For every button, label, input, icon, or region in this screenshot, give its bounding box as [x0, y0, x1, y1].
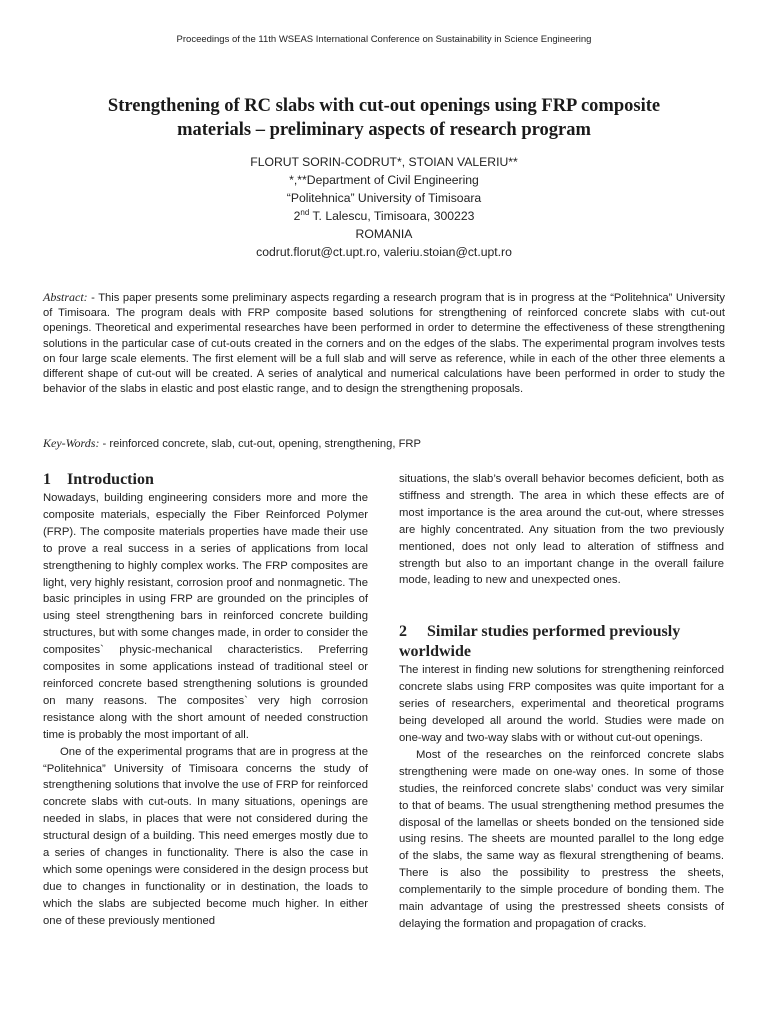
- section-2-paragraph-2: Most of the researches on the reinforced concrete slabs strengthening were made on one-way ones. In some of those studies, the reinforced concrete slabs’ conduct was very similar to that of beams. The usual strengthening method presumes the disposal of the lamellas or sheets bonded on the tensioned side using resins. The sheets are mounted parallel to the long edge of the slabs, the same way as flexural strengthening of beams. There is also the possibility to prestress the sheets, complementarily to the simple procedure of bonding them. The main advantage of using the prestressed sheets consists of delaying the formation and propagation of cracks.: [399, 748, 724, 930]
- author-emails: codrut.florut@ct.upt.ro, valeriu.stoian@ct.upt.ro: [256, 245, 512, 259]
- keywords-text: - reinforced concrete, slab, cut-out, opening, strengthening, FRP: [99, 438, 421, 450]
- paper-title: [40, 94, 728, 142]
- author-names: FLORUT SORIN-CODRUT*, STOIAN VALERIU**: [250, 155, 518, 169]
- section-1-paragraph-2-continued: situations, the slab’s overall behavior becomes deficient, both as stiffness and strength. The area in which these effects are of most importance is the area around the cut-out, where stresses are highly concentrated. Any situation from the two previously mentioned, does not only lead to alteration of stiffness and strength but also to an important change in the overall failure mode, leading to new and unexpected ones.: [399, 473, 724, 587]
- section-2-heading: [399, 622, 724, 662]
- abstract: [43, 290, 725, 397]
- section-1-paragraph-1: Nowadays, building engineering considers more and more the composite materials, especially the Fiber Reinforced Polymer (FRP). The composite materials properties have made their use to prove a real success in a series of applications from local strengthening to highly complex works. The FRP composites are light, very highly resistant, corrosion proof and nonmagnetic. The basic principles in using FRP are grounded on the principles of using steel strengthening bars in reinforced concrete building structures, but with some changes made, in order to consider the composites` physic-mechanical characteristics. Preferring composites in some applications instead of traditional steel or reinforced concrete based strengthening solutions is grounded on many reasons. The composites` very high corrosion resistance along with the short amount of needed construction time is probably the most important of all.: [43, 492, 368, 741]
- section-1-number: 1: [43, 471, 51, 488]
- running-header: Proceedings of the 11th WSEAS International Conference on Sustainability in Science Engineering: [176, 34, 592, 45]
- section-1-title: Introduction: [67, 471, 154, 488]
- right-column: [399, 471, 724, 933]
- affiliation-university: “Politehnica” University of Timisoara: [286, 191, 482, 205]
- author-block: [40, 153, 728, 261]
- address-superscript: nd: [300, 208, 310, 217]
- section-1-paragraph-2: One of the experimental programs that are in progress at the “Politehnica” University of Timisoara concerns the study of strengthening solutions that involve the use of FRP for reinforced concrete slabs with cut-outs. In many situations, openings are needed in slabs, in places that were not considered during the structural design of a building. This need emerges mostly due to a series of changes in functionality. There is also the case in which some openings were considered in the design process but due to changes in functionality or in destination, the loads to which the slabs are subjected become much higher. In either one of these previously mentioned: [43, 745, 368, 927]
- abstract-label: Abstract:: [43, 290, 88, 304]
- left-column: [43, 470, 368, 930]
- address-number: 2: [293, 209, 301, 223]
- section-2-title: Similar studies performed previously worldwide: [399, 623, 681, 661]
- section-2-number: 2: [399, 623, 407, 641]
- section-2-paragraph-1: The interest in finding new solutions for strengthening reinforced concrete slabs using FRP composites was quite important for a series of researchers, experimental and theoretical programs being developed all around the world. Studies were made on one-way and two-way slabs with or without cut-out openings.: [399, 664, 724, 744]
- title-line-1: Strengthening of RC slabs with cut-out openings using FRP composite: [107, 96, 661, 116]
- affiliation-department: *,**Department of Civil Engineering: [289, 173, 479, 187]
- title-line-2: materials – preliminary aspects of research program: [177, 120, 591, 140]
- affiliation-address: [40, 207, 728, 225]
- abstract-text: - This paper presents some preliminary aspects regarding a research program that is in progress at the “Politehnica” University of Timisoara. The program deals with FRP composite based solutions for strengthening of reinforced concrete slabs with cut-out openings. Theoretical and experimental researches have been performed in order to determine the effectiveness of these strengthening solutions in the particular case of cut-outs created in the corners and on the edges of the slabs. The experimental program involves tests on four large scale elements. The first element will be a full slab and will serve as reference, while in each of the other three elements a different shape of cut-out will be created. A series of analytical and numerical calculations have been performed in order to study the behavior of the slabs in elastic and post elastic range, and to design the strengthening proposals.: [43, 292, 725, 396]
- affiliation-country: ROMANIA: [355, 227, 413, 241]
- keywords: [43, 436, 725, 452]
- keywords-label: Key-Words:: [43, 436, 100, 450]
- section-1-heading: [43, 470, 368, 490]
- address-rest: T. Lalescu, Timisoara, 300223: [309, 209, 475, 223]
